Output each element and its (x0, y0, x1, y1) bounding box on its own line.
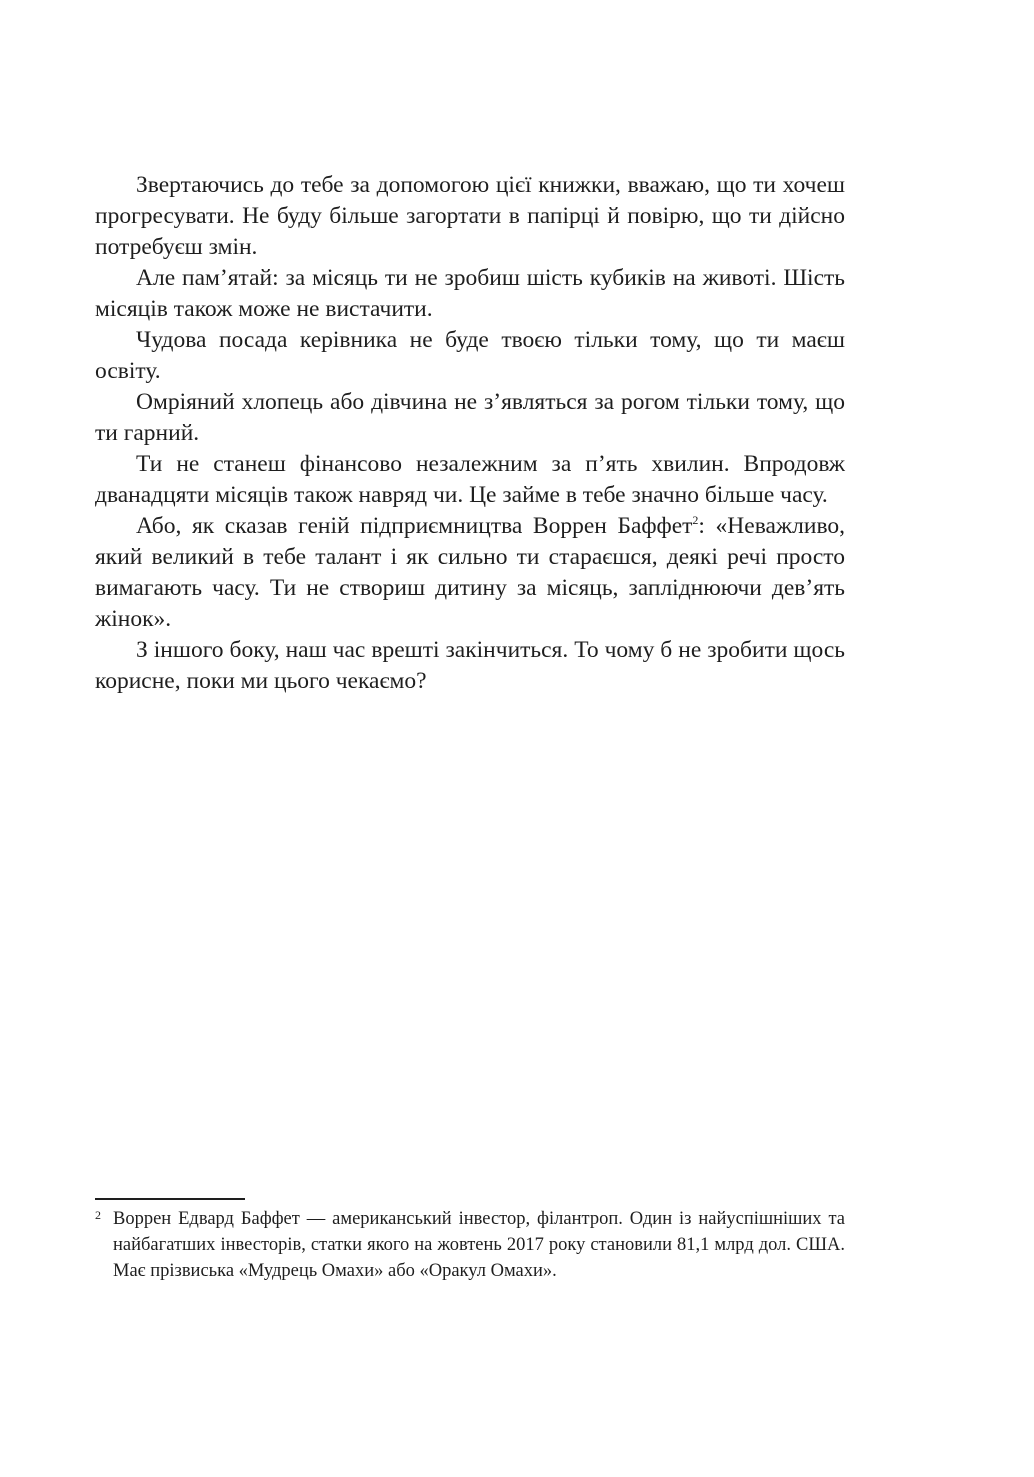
main-text (95, 170, 845, 697)
footnote-divider (95, 1198, 245, 1200)
paragraph: Чудова посада керівника не буде твоєю тільки тому, що ти маєш освіту. (95, 327, 845, 384)
footnote-reference[interactable]: 2 (692, 513, 699, 528)
paragraph: Звертаючись до тебе за допомогою цієї книжки, вважаю, що ти хочеш прогресувати. Не буду більше загортати в папірці й повірю, що ти дійсно потребуєш змін. (95, 172, 845, 260)
paragraph: Омріяний хлопець або дівчина не з’являться за рогом тільки тому, що ти гарний. (95, 389, 845, 446)
quote-lead: Або, як сказав геній підприємництва Воррен Баффет (136, 513, 693, 539)
paragraph: З іншого боку, наш час врешті закінчиться. То чому б не зробити щось корисне, поки ми цього чекаємо? (95, 637, 845, 694)
paragraph: Ти не станеш фінансово незалежним за п’ять хвилин. Впродовж дванадцяти місяців також навряд чи. Це займе в тебе значно більше часу. (95, 451, 845, 508)
footnote-text: Воррен Едвард Баффет — американський інвестор, філантроп. Один із найуспішніших та найбагатших інвесторів, статки якого на жовтень 2017 року становили 81,1 млрд дол. США. Має прізвиська «Мудрець Омахи» або «Оракул Омахи». (113, 1209, 845, 1281)
footnote-number: 2 (95, 1208, 101, 1222)
footnote (95, 1206, 845, 1284)
quote-paragraph (95, 511, 845, 635)
quote-text: : «Неважливо, який великий в тебе талант і як сильно ти стараєшся, деякі речі просто вимагають часу. Ти не створиш дитину за місяць, запліднюючи дев’ять жінок». (95, 513, 846, 632)
paragraph: Але пам’ятай: за місяць ти не зробиш шість кубиків на животі. Шість місяців також може не вистачити. (95, 265, 845, 322)
